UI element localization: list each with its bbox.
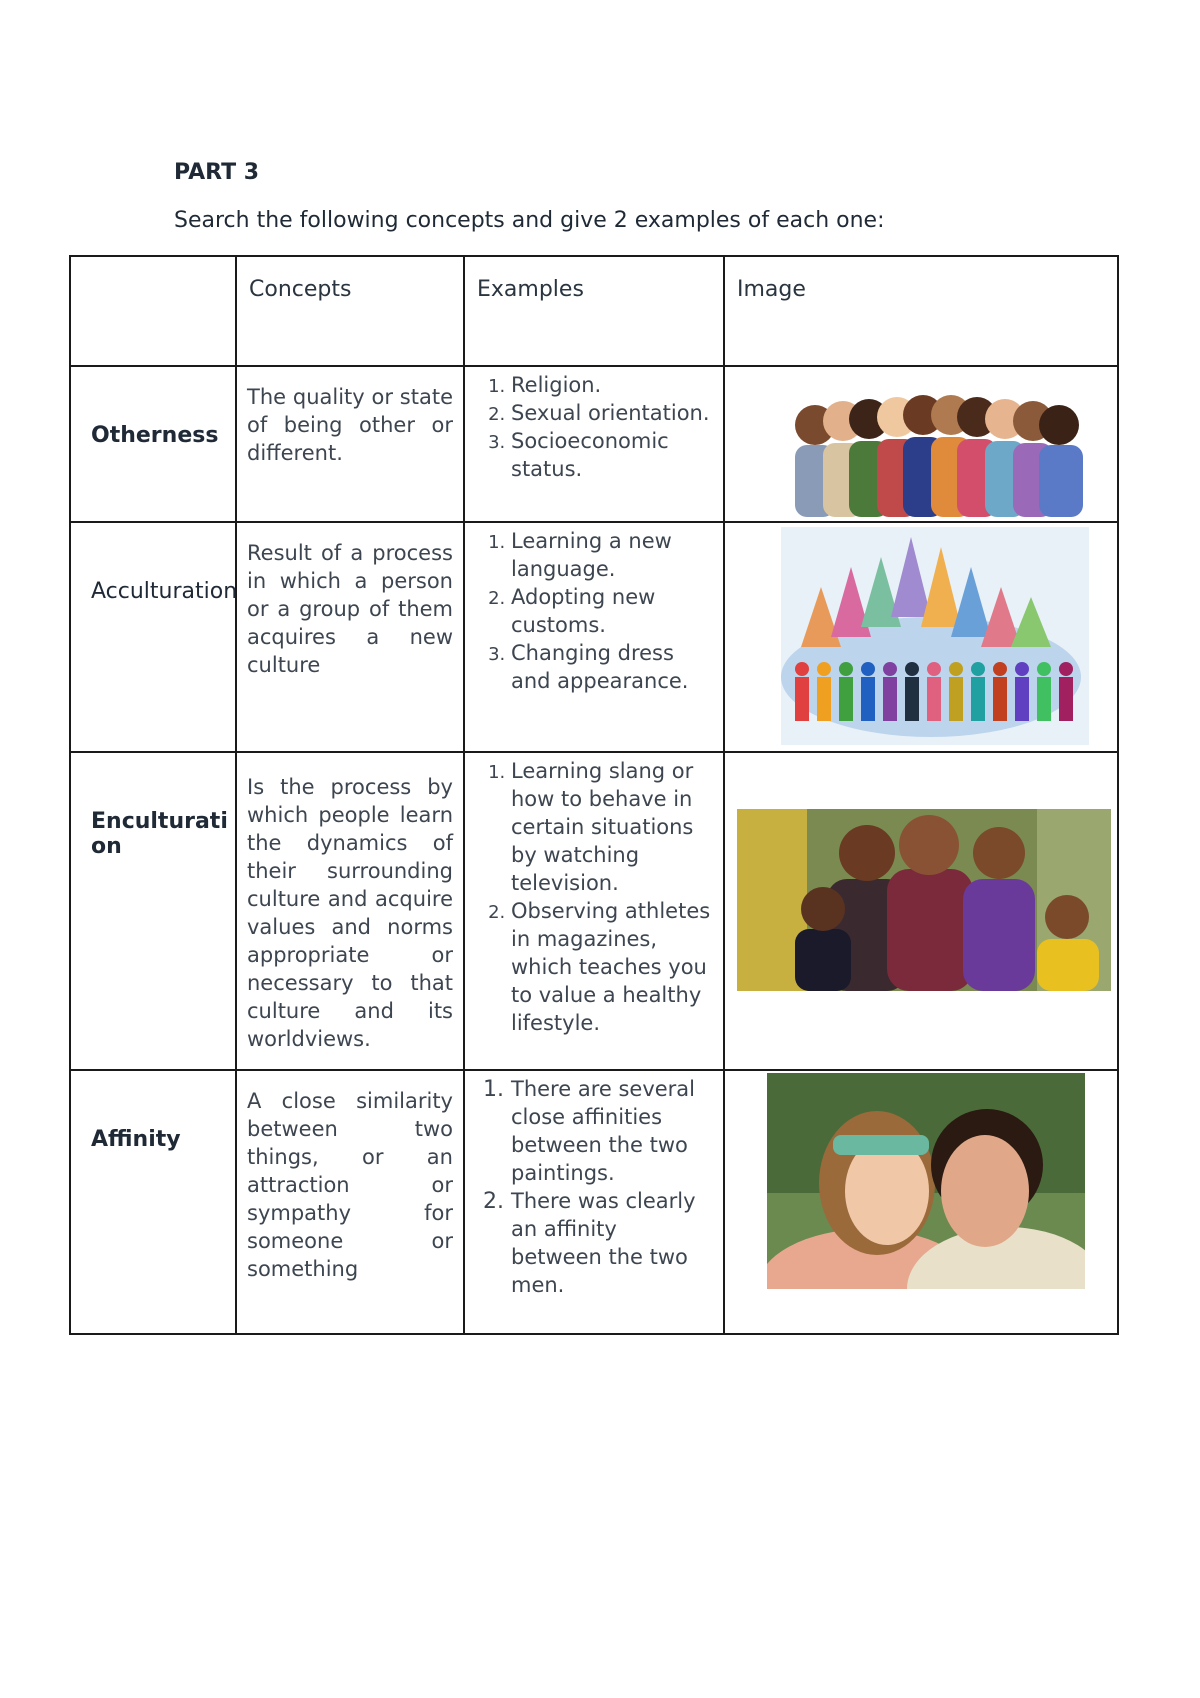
term-cell <box>70 752 236 1070</box>
examples-list <box>465 1071 723 1299</box>
image-cell <box>724 366 1118 522</box>
term-label: Affinity <box>91 1127 181 1152</box>
list-item: 3. Socioeconomic status. <box>511 427 713 483</box>
list-item: 1. Learning a new language. <box>511 527 713 583</box>
list-item: 2. Observing athletes in magazines, which teaches you to value a healthy lifestyle. <box>511 897 713 1037</box>
term-cell <box>70 1070 236 1334</box>
table-row <box>70 1070 1118 1334</box>
table-row <box>70 522 1118 752</box>
list-item: 1. Learning slang or how to behave in certain situations by watching television. <box>511 757 713 897</box>
examples-list <box>465 753 723 1037</box>
diverse-people-illustration <box>785 385 1089 517</box>
couple-photo <box>767 1073 1085 1289</box>
instruction-text: Search the following concepts and give 2 examples of each one: <box>174 208 885 233</box>
examples-list <box>465 523 723 695</box>
term-label: Acculturation <box>91 579 238 604</box>
list-item: 3. Changing dress and appearance. <box>511 639 713 695</box>
list-item: 2. Sexual orientation. <box>511 399 713 427</box>
examples-cell <box>464 522 724 752</box>
image-cell <box>724 1070 1118 1334</box>
header-examples: Examples <box>464 256 724 366</box>
examples-cell <box>464 1070 724 1334</box>
term-label: Enculturation <box>91 809 228 859</box>
header-image: Image <box>724 256 1118 366</box>
part-title: PART 3 <box>174 160 260 185</box>
concepts-table <box>69 255 1119 1335</box>
term-cell <box>70 366 236 522</box>
term-cell <box>70 522 236 752</box>
image-cell <box>724 752 1118 1070</box>
definition-cell <box>236 1070 464 1334</box>
children-photo <box>737 809 1111 991</box>
table-row <box>70 366 1118 522</box>
list-item: 2. There was clearly an affinity between the two men. <box>511 1187 713 1299</box>
table-row <box>70 752 1118 1070</box>
definition-text: The quality or state of being other or different. <box>247 385 453 465</box>
definition-cell <box>236 522 464 752</box>
definition-text: Result of a process in which a person or a group of them acquires a new culture <box>247 541 453 677</box>
header-empty <box>70 256 236 366</box>
list-item: 2. Adopting new customs. <box>511 583 713 639</box>
list-item: 1. There are several close affinities between the two paintings. <box>511 1075 713 1187</box>
image-cell <box>724 522 1118 752</box>
colorful-crowd-illustration <box>781 527 1089 745</box>
header-concepts: Concepts <box>236 256 464 366</box>
term-label: Otherness <box>91 423 219 448</box>
definition-cell <box>236 366 464 522</box>
definition-text: Is the process by which people learn the dynamics of their surrounding culture and acquire values and norms appropriate or necessary to that culture and its worldviews. <box>247 775 453 1051</box>
definition-text: A close similarity between two things, or an attraction or sympathy for someone or something <box>247 1089 453 1281</box>
list-item: 1. Religion. <box>511 371 713 399</box>
table-header-row <box>70 256 1118 366</box>
examples-cell <box>464 366 724 522</box>
examples-cell <box>464 752 724 1070</box>
examples-list <box>465 367 723 483</box>
definition-cell <box>236 752 464 1070</box>
